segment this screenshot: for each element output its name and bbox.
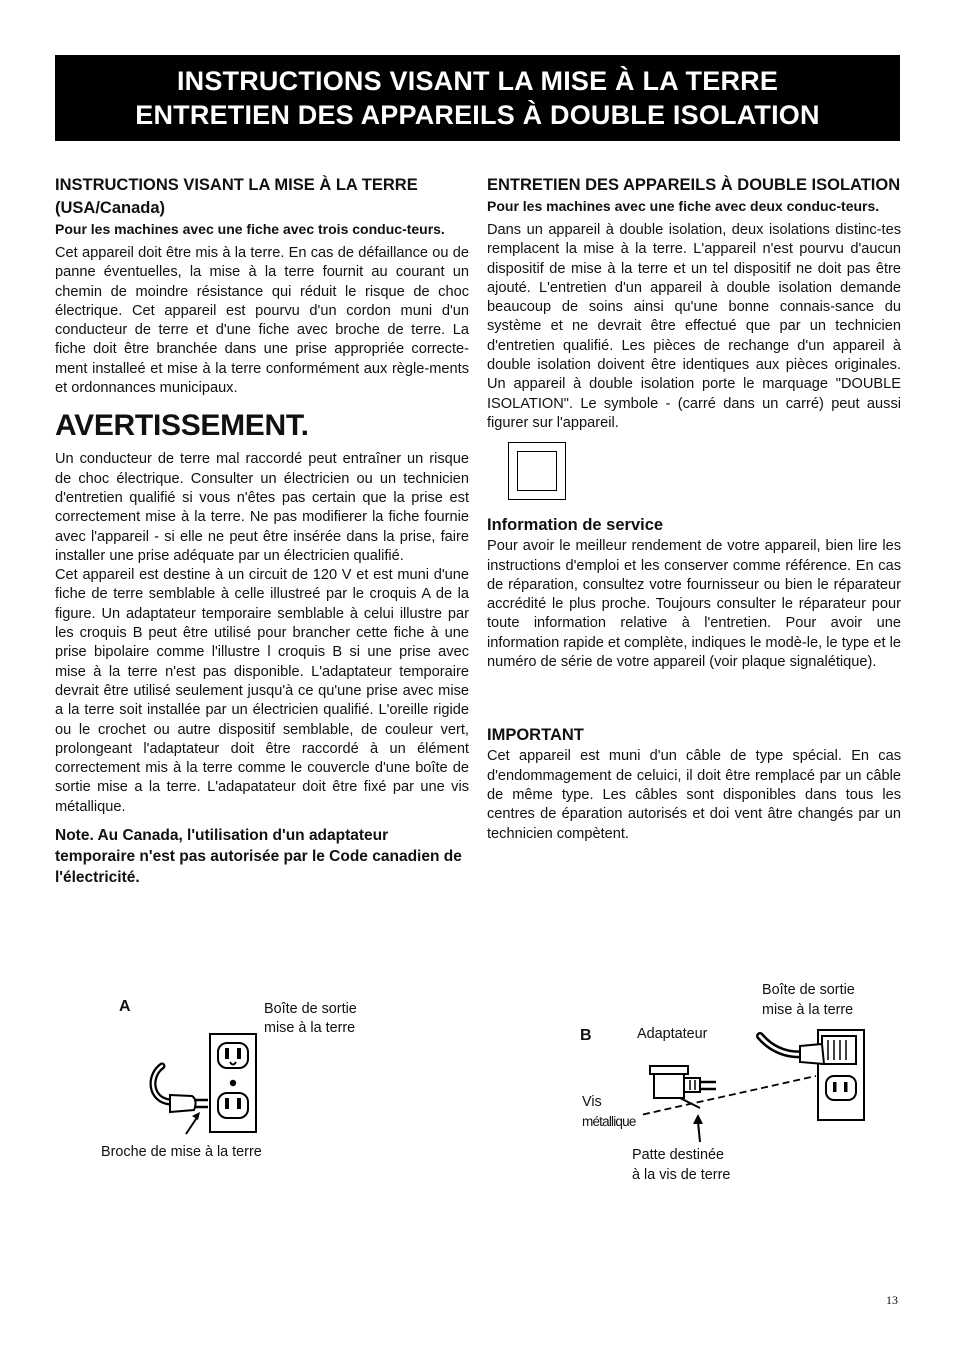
right-column xyxy=(487,174,901,844)
figure-b-outlet-label-1: Boîte de sortie xyxy=(762,982,855,998)
double-insulation-subheading: Pour les machines avec une fiche avec deux conduc-teurs. xyxy=(487,198,880,214)
double-insulation-symbol xyxy=(508,442,566,500)
important-heading: IMPORTANT xyxy=(487,726,584,745)
figure-b-letter: B xyxy=(580,1027,592,1044)
double-insulation-symbol-inner xyxy=(517,451,557,491)
figure-b-tab-label-2: à la vis de terre xyxy=(632,1167,731,1183)
figure-b-adapter-label: Adaptateur xyxy=(637,1026,708,1042)
warning-title: AVERTISSEMENT. xyxy=(55,409,309,443)
service-heading: Information de service xyxy=(487,516,664,535)
important-paragraph: Cet appareil est muni d'un câble de type spécial. En cas d'endommagement de celuici, il doit être remplacé par un câble de même type. Les câbles sont disponibles dans tous les centres de éparation autorisés et doi vent âtre changés par un technicien compètent. xyxy=(487,748,901,842)
canada-note: Note. Au Canada, l'utilisation d'un adaptateur temporaire n'est pas autorisée par le Code canadien de l'électricité. xyxy=(55,827,462,887)
figure-b-screw-label-1: Vis xyxy=(582,1094,602,1110)
banner-line-2: ENTRETIEN DES APPAREILS À DOUBLE ISOLATION xyxy=(135,100,820,130)
figure-b-tab-label-1: Patte destinée xyxy=(632,1147,725,1163)
figure-b-outlet-label-2: mise à la terre xyxy=(762,1002,854,1018)
grounding-subheading: Pour les machines avec une fiche avec trois conduc-teurs. xyxy=(55,221,445,237)
grounding-paragraph: Cet appareil doit être mis à la terre. En cas de défaillance ou de panne éventuelles, la mise à la terre fournit au courant un chemin de moindre résistance qui réduit le risque de choc électrique. Cet appareil est pourvu d'un cordon muni d'un conducteur de terre et d'une fiche avec broche de terre. La fiche doit être branchée dans une prise appropriée correcte-ment installeé et mise à la terre conformément aux règle-ments et ordonnances municipaux. xyxy=(55,245,469,397)
figure-a-plug-outlet-illustration xyxy=(140,1030,270,1140)
double-insulation-heading: ENTRETIEN DES APPAREILS À DOUBLE ISOLATION xyxy=(487,176,901,194)
figure-b-adapter-illustration xyxy=(640,1020,880,1150)
page-banner xyxy=(55,55,900,141)
figure-b-screw-label-2: métallique xyxy=(582,1114,636,1129)
page-number: 13 xyxy=(886,1293,898,1307)
warning-paragraph-2: Cet appareil est destine à un circuit de 120 V et est muni d'une fiche de terre semblable à celle illustreé par le croquis A de la figure. Un adaptateur temporaire semblable à celui illustre par les croquis B peut être utilisé pour brancher cette fiche à une prise bipolaire comme l'illustre l croquis B si une prise avec mise à la terre n'est pas disponible. L'adaptateur temporaire devrait être utilisé seulement jusqu'à ce qu'une prise avec mise a la terre soit installée par un électricien qualifié. L'oreille rigide ou le crochet ou autre dispositif semblable, de couleur vert, prolongeant l'adaptateur doit être raccordé à un élément correctement mis à la terre comme le couvercle d'une boîte de sortie mise a la terre. L'adapatateur doit être fixé par une vis métallique. xyxy=(55,567,469,815)
figure-a-outlet-label-1: Boîte de sortie xyxy=(264,1001,357,1017)
grounding-heading: INSTRUCTIONS VISANT LA MISE À LA TERRE (USA/Canada) xyxy=(55,176,418,217)
banner-line-1: INSTRUCTIONS VISANT LA MISE À LA TERRE xyxy=(176,66,779,96)
left-column xyxy=(55,174,469,888)
warning-paragraph-1: Un conducteur de terre mal raccordé peut entraîner un risque de choc électrique. Consulter un électricien ou un technicien d'entretien qualifié si vous n'êtes pas certain que la prise est correctement mise à la terre. Ne pas modifierer la fiche fournie avec l'appareil - si elle ne peut être insérée dans la prise, faire installer une prise adéquate par un électricien qualifié. xyxy=(55,451,469,564)
figure-a-letter: A xyxy=(119,998,131,1015)
figure-a-outlet-label-2: mise à la terre xyxy=(264,1020,356,1036)
double-insulation-paragraph: Dans un appareil à double isolation, deux isolations distinc-tes remplacent la mise à la terre. L'appareil n'est pourvu d'aucun dispositif de mise à la terre et un tel dispositif ne doit pas être ajouté. L'entretien d'un appareil à double isolation demande beaucoup de soins ainsi qu'une bonne connais-sance du système et ne devrait être effectué que par un technicien d'entretien qualifié. Les pièces de rechange d'un appareil à double isolation doivent être identiques aux pièces originales. Un appareil à double isolation porte le marquage "DOUBLE ISOLATION". Le symbole - (carré dans un carré) peut aussi figurer sur l'appareil. xyxy=(487,222,901,431)
service-paragraph: Pour avoir le meilleur rendement de votre appareil, bien lire les instructions d'emploi et les conserver comme référence. En cas de réparation, consultez votre fournisseur ou bien le réparateur accrédité le plus proche. Toujours consulter le réparateur pour toute information relative à l'entretien. Pour avoir une information rapide et complète, indiques le modè-le, le type et le numéro de série de votre appareil (voir plaque signalétique). xyxy=(487,538,901,671)
figure-a-pin-label: Broche de mise à la terre xyxy=(101,1144,262,1160)
